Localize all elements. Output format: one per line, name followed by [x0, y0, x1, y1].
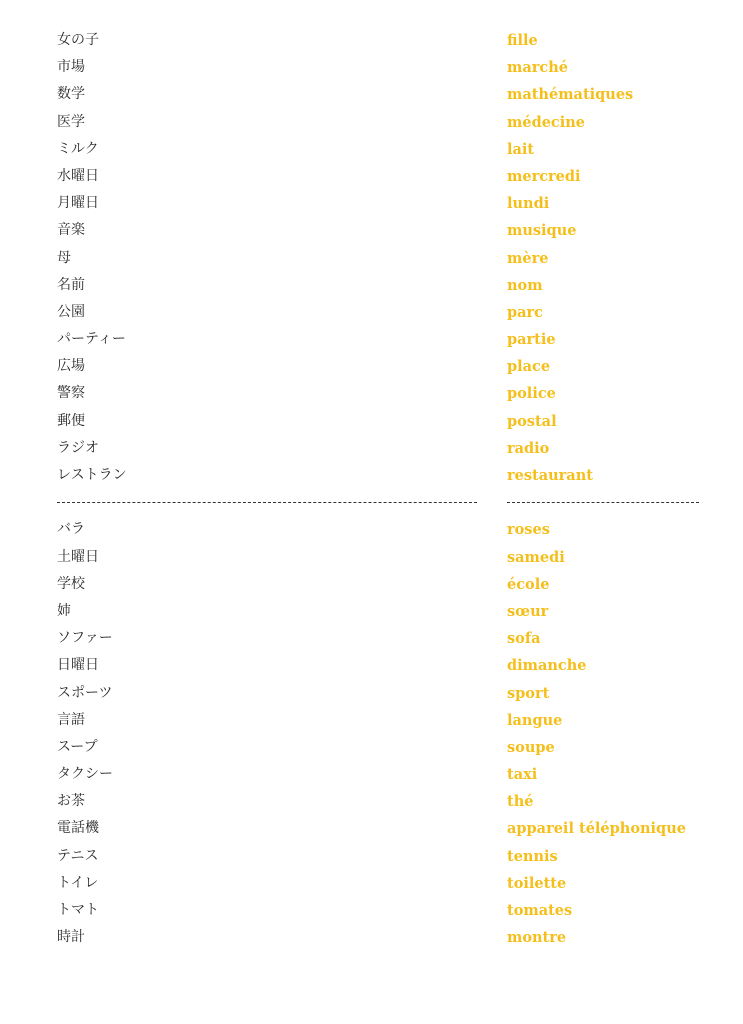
japanese-word: ラジオ: [57, 439, 99, 456]
japanese-column: [57, 27, 477, 951]
french-word: thé: [507, 793, 534, 811]
japanese-word: タクシー: [57, 766, 113, 783]
japanese-word: 数学: [57, 86, 85, 103]
french-word: médecine: [507, 113, 586, 131]
french-word: parc: [507, 303, 544, 321]
japanese-word: スープ: [57, 738, 98, 755]
japanese-word: 水曜日: [57, 167, 99, 184]
french-word: musique: [507, 222, 577, 240]
japanese-word: 姉: [57, 602, 71, 619]
japanese-word: テニス: [57, 847, 99, 864]
japanese-word: 言語: [57, 711, 85, 728]
french-word: langue: [507, 711, 563, 729]
japanese-word: 日曜日: [57, 657, 99, 674]
french-word: appareil téléphonique: [507, 820, 686, 838]
french-word: lait: [507, 140, 535, 158]
french-word: place: [507, 358, 551, 376]
section-divider: [507, 489, 699, 516]
french-word: fille: [507, 32, 538, 49]
japanese-word: レストラン: [57, 467, 127, 483]
section-divider: [57, 489, 477, 516]
french-word: sport: [507, 684, 550, 702]
japanese-word: お茶: [57, 793, 85, 810]
japanese-word: 郵便: [57, 412, 85, 429]
japanese-word: トイレ: [57, 874, 99, 891]
japanese-word: バラ: [57, 521, 85, 538]
french-word: marché: [507, 59, 568, 77]
french-word: montre: [507, 929, 567, 947]
japanese-word: 土曜日: [57, 548, 99, 565]
french-word: tennis: [507, 847, 558, 865]
french-word: dimanche: [507, 657, 587, 675]
french-word: mathématiques: [507, 86, 634, 104]
french-word: mercredi: [507, 167, 581, 185]
japanese-word: パーティー: [57, 331, 126, 348]
japanese-word: 女の子: [57, 32, 99, 48]
japanese-word: 時計: [57, 929, 85, 946]
dashed-separator-left: [57, 502, 477, 503]
french-column: [507, 27, 699, 951]
french-word: partie: [507, 331, 556, 349]
japanese-word: 電話機: [57, 820, 99, 837]
japanese-word: スポーツ: [57, 684, 113, 701]
japanese-word: 医学: [57, 113, 85, 130]
japanese-word: ソファー: [57, 630, 113, 647]
french-word: police: [507, 385, 556, 403]
french-word: soupe: [507, 738, 555, 756]
french-word: école: [507, 575, 550, 593]
french-word: taxi: [507, 766, 538, 784]
japanese-word: 月曜日: [57, 195, 99, 212]
japanese-word: 市場: [57, 59, 85, 76]
japanese-word: 名前: [57, 276, 85, 293]
french-word: samedi: [507, 548, 565, 566]
french-word: restaurant: [507, 467, 593, 484]
french-word: tomates: [507, 902, 573, 919]
japanese-word: 警察: [57, 385, 85, 402]
french-word: lundi: [507, 195, 550, 213]
japanese-word: トマト: [57, 902, 99, 918]
french-word: sofa: [507, 630, 541, 648]
french-word: toilette: [507, 874, 567, 892]
japanese-word: 広場: [57, 358, 85, 375]
french-word: mère: [507, 249, 549, 267]
japanese-word: 母: [57, 249, 71, 266]
dashed-separator-right: [507, 502, 699, 503]
japanese-word: ミルク: [57, 140, 99, 157]
japanese-word: 学校: [57, 575, 85, 592]
french-word: nom: [507, 276, 543, 294]
japanese-word: 音楽: [57, 222, 85, 239]
french-word: radio: [507, 439, 550, 457]
french-word: postal: [507, 412, 557, 430]
french-word: sœur: [507, 602, 549, 620]
japanese-word: 公園: [57, 303, 85, 320]
french-word: roses: [507, 521, 550, 539]
